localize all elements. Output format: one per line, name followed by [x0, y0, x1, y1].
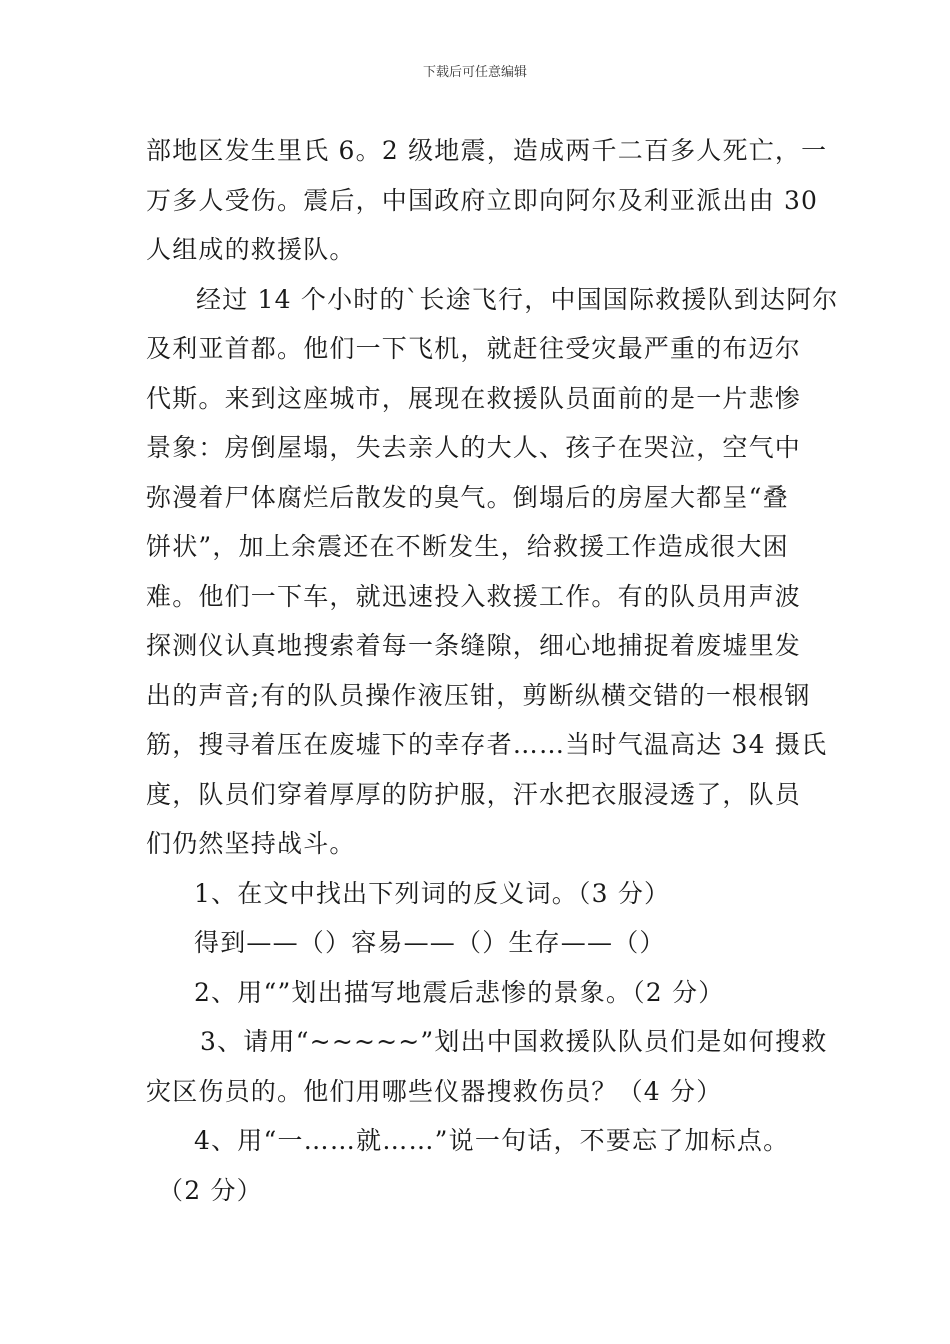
text-line: 难。他们一下车，就迅速投入救援工作。有的队员用声波 — [146, 581, 802, 611]
text-line: 人组成的救援队。 — [146, 235, 356, 264]
paragraph-2 — [146, 275, 839, 869]
text-line: 筋，搜寻着压在废墟下的幸存者……当时气温高达 34 摄氏 — [146, 730, 828, 759]
question-4-line-1: 4、用“一……就……”说一句话，不要忘了加标点。 — [194, 1126, 790, 1155]
page-header: 下载后可任意编辑 — [422, 65, 527, 80]
question-3-line-2: 灾区伤员的。他们用哪些仪器搜救伤员？（4 分） — [146, 1076, 723, 1106]
text-line: 度，队员们穿着厚厚的防护服，汗水把衣服浸透了，队员 — [146, 779, 802, 809]
questions-section — [146, 869, 828, 1216]
question-1-blanks: 得到——（）容易——（）生存——（） — [194, 928, 666, 957]
text-line: 部地区发生里氏 6。2 级地震，造成两千二百多人死亡，一 — [146, 136, 828, 165]
text-line: 经过 14 个小时的`长途飞行，中国国际救援队到达阿尔 — [196, 284, 839, 314]
question-3-line-1: 3、请用“~~~~~”划出中国救援队队员们是如何搜救 — [200, 1027, 828, 1056]
text-line: 景象：房倒屋塌，失去亲人的大人、孩子在哭泣，空气中 — [146, 433, 802, 462]
text-line: 出的声音;有的队员操作液压钳，剪断纵横交错的一根根钢 — [146, 680, 811, 710]
question-1: 1、在文中找出下列词的反义词。（3 分） — [194, 878, 671, 908]
question-2: 2、用“”划出描写地震后悲惨的景象。（2 分） — [194, 977, 725, 1007]
text-line: 探测仪认真地搜索着每一条缝隙，细心地捕捉着废墟里发 — [146, 631, 802, 660]
text-line: 及利亚首都。他们一下飞机，就赶往受灾最严重的布迈尔 — [146, 334, 802, 363]
text-line: 弥漫着尸体腐烂后散发的臭气。倒塌后的房屋大都呈“叠 — [146, 482, 789, 512]
document-body — [146, 126, 839, 1215]
question-4-line-2: （2 分） — [158, 1175, 263, 1205]
text-line: 饼状”，加上余震还在不断发生，给救援工作造成很大困 — [146, 532, 789, 561]
text-line: 万多人受伤。震后，中国政府立即向阿尔及利亚派出由 30 — [146, 185, 819, 215]
paragraph-1 — [146, 126, 828, 275]
text-line: 们仍然坚持战斗。 — [146, 829, 356, 858]
text-line: 代斯。来到这座城市，展现在救援队员面前的是一片悲惨 — [146, 383, 802, 413]
